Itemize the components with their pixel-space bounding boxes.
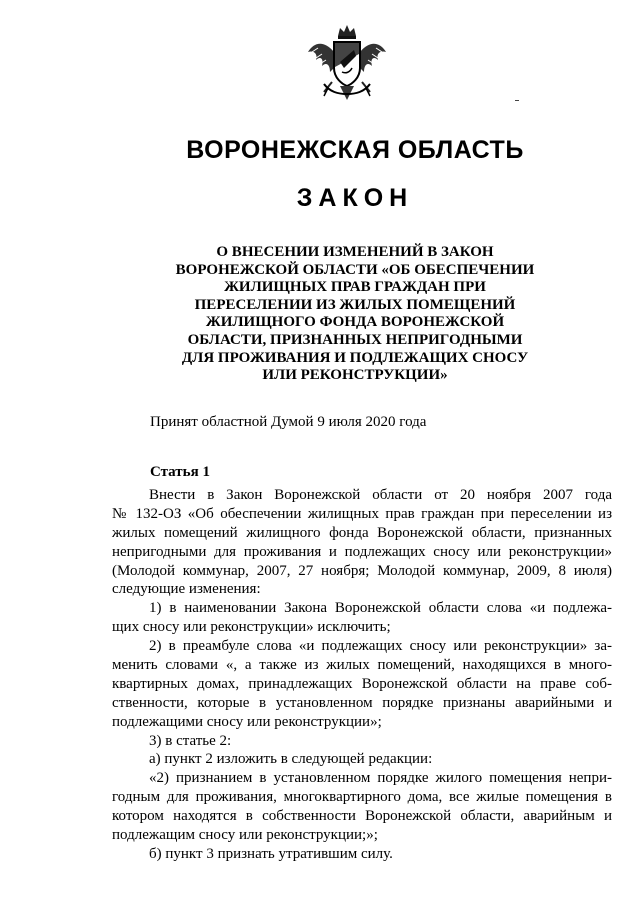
body-line: непригодными для проживания и подлежащих сносу или реконструкции» [112,543,612,560]
law-title [150,244,560,385]
body-line: подлежащими сносу или реконструкции»; [112,713,382,730]
body-line: 2) в преамбуле слова «и подлежащих сносу или реконструкции» за- [149,638,612,655]
body-line: подлежащим сносу или реконструкции;»; [112,827,378,844]
law-title-line: ИЛИ РЕКОНСТРУКЦИИ» [262,367,448,384]
body-line: следующие изменения: [112,581,261,598]
body-line: 1) в наименовании Закона Воронежской области слова «и подлежа- [149,600,612,617]
law-title-line: ПЕРЕСЕЛЕНИИ ИЗ ЖИЛЫХ ПОМЕЩЕНИЙ [194,296,516,313]
body-line: «2) признанием в установленном порядке жилого помещения непри- [149,770,612,787]
body-line: годным для проживания, многоквартирного дома, все жилые помещения в [112,789,612,806]
document-type: ЗАКОН [296,184,414,212]
article-heading: Статья 1 [150,464,210,480]
article-body [112,486,612,864]
region-title: ВОРОНЕЖСКАЯ ОБЛАСТЬ [186,136,524,164]
body-line: котором находятся в собственности Воронежской области, аварийным и [112,808,612,825]
law-title-line: ВОРОНЕЖСКОЙ ОБЛАСТИ «ОБ ОБЕСПЕЧЕНИИ [175,261,535,278]
body-line: щих сносу или реконструкции» исключить; [112,619,391,636]
body-line: а) пункт 2 изложить в следующей редакции: [149,751,433,768]
law-title-line: ОБЛАСТИ, ПРИЗНАННЫХ НЕПРИГОДНЫМИ [187,331,523,348]
body-line: б) пункт 3 признать утратившим силу. [149,845,393,862]
law-title-line: О ВНЕСЕНИИ ИЗМЕНЕНИЙ В ЗАКОН [216,244,494,260]
coat-of-arms-icon [304,22,390,108]
law-title-line: ДЛЯ ПРОЖИВАНИЯ И ПОДЛЕЖАЩИХ СНОСУ [181,349,529,366]
body-line: ственности, которые в установленном порядке признаны аварийными и [112,694,612,711]
body-line: квартирных домах, принадлежащих Воронежской области на праве соб- [112,675,612,692]
body-line: жилых помещений жилищного фонда Воронежской области, признанных [112,524,612,541]
scan-mark [515,100,519,101]
adoption-date: Принят областной Думой 9 июля 2020 года [150,414,427,430]
body-line: № 132-ОЗ «Об обеспечении жилищных прав граждан при переселении из [112,505,612,522]
law-title-line: ЖИЛИЩНЫХ ПРАВ ГРАЖДАН ПРИ [224,279,486,296]
body-line: Внести в Закон Воронежской области от 20 ноября 2007 года [149,487,612,503]
law-title-line: ЖИЛИЩНОГО ФОНДА ВОРОНЕЖСКОЙ [205,314,505,331]
body-line: менить словами «, а также из жилых помещений, находящихся в много- [112,657,612,674]
body-line: (Молодой коммунар, 2007, 27 ноября; Молодой коммунар, 2009, 8 июля) [112,562,612,579]
body-line: 3) в статье 2: [149,732,232,749]
